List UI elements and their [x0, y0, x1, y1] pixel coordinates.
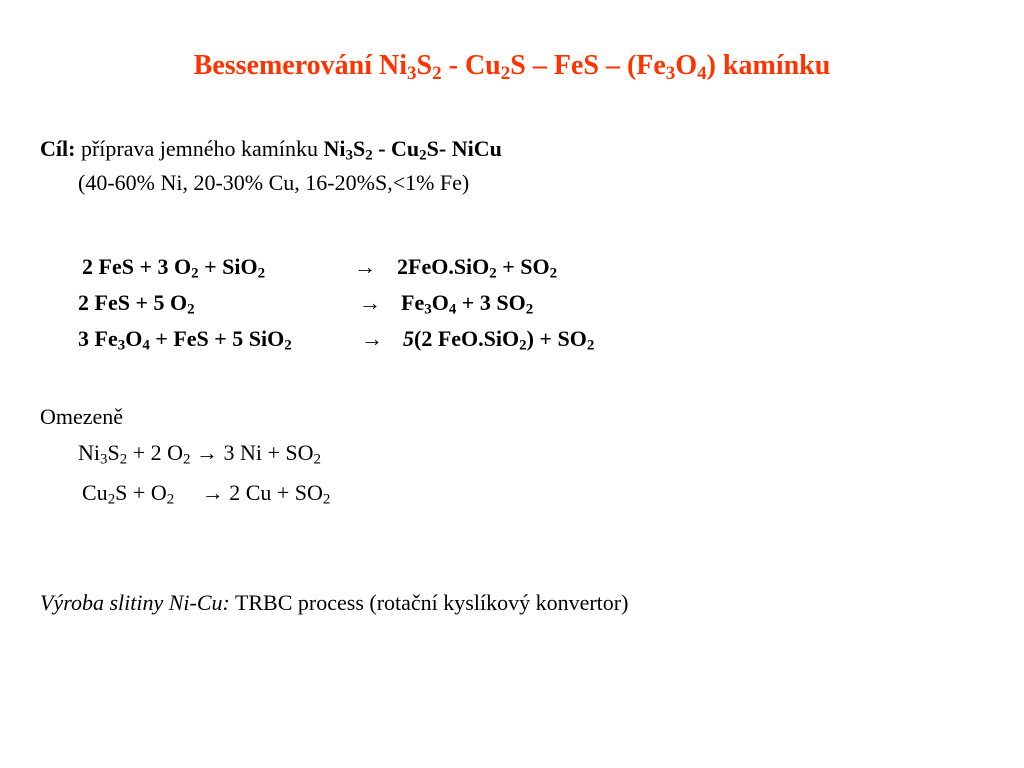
limited-equation-2: $Cu_2S + O_2 \to 2$ $Cu + SO_2$ — [82, 480, 331, 508]
goal-text: příprava jemného kamínku — [75, 136, 324, 161]
alloy-production-label: Výroba slitiny Ni-Cu: — [40, 590, 230, 615]
reaction-1: 2 FeS + 3 $O_2 + SiO_2$ — [82, 254, 266, 282]
reaction-2: 2 FeS + 5 $O_2$ — [78, 290, 195, 318]
slide-title: Bessemerování $Ni_3S_2 - Cu_2S$ – FeS – $(Fe_3O_4)$ kamínku — [193, 50, 831, 84]
goal-composition: (40-60% Ni, 20-30% Cu, 16-20%S,<1% Fe) — [78, 170, 470, 195]
alloy-production-text: TRBC process (rotační kyslíkový konvertor) — [229, 590, 629, 615]
reaction-1-products: $2FeO.SiO_2 + SO_2$ — [397, 254, 558, 282]
reaction-2-arrow: → — [359, 290, 381, 315]
alloy-production-line — [40, 590, 628, 616]
goal-label: Cíl: — [40, 136, 76, 161]
goal-line — [40, 136, 502, 162]
reaction-3-products: 5(2 $FeO.SiO_2) + SO_2$ — [403, 326, 595, 354]
reaction-3-arrow: → — [361, 326, 383, 351]
reaction-3: 3 $Fe_3O_4$ + FeS + 5 SiO$_2$ — [78, 326, 292, 354]
limited-equation-1: $Ni_3S_2 + 2$ $O_2 \to 3$ $Ni + SO_2$ — [78, 440, 322, 468]
goal-formula: $Ni_3S_2 - Cu_2S-$ NiCu — [323, 136, 502, 164]
limited-heading: Omezeně — [40, 404, 124, 429]
reaction-2-products: $Fe_3O_4 + 3$ $SO_2$ — [401, 290, 534, 318]
reaction-1-arrow: → — [354, 254, 376, 279]
